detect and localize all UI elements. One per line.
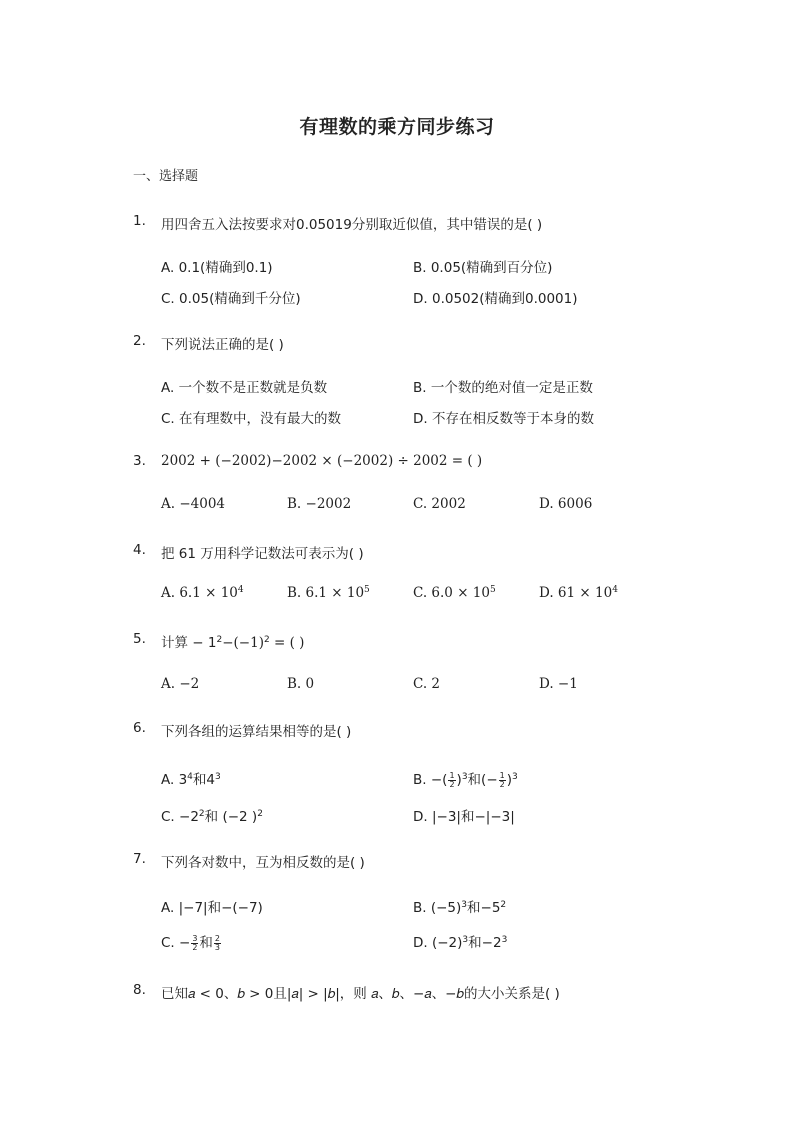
option-d: D. 6006 xyxy=(539,496,593,512)
section-heading: 一、选择题 xyxy=(133,169,199,184)
question-number: 8. xyxy=(133,982,146,998)
question-number: 4. xyxy=(133,542,146,558)
option-b: B. 0.05(精确到百分位) xyxy=(413,260,553,276)
option-b: B. −( $\frac{1}{2}$ )$^3$和(− $\frac{1}{2}$ )$^3$ xyxy=(413,770,518,789)
option-c: C. 2 xyxy=(413,676,441,692)
option-c: C. $-2^2$和 (−2 )$^2$ xyxy=(161,809,263,825)
question-text: 2002 + (−2002)−2002 × (−2002) ÷ 2002 = ( ) xyxy=(161,453,483,469)
option-c: C. $6.0 \times 10^5$ xyxy=(413,585,496,601)
option-a: A. −4004 xyxy=(161,496,225,512)
question-number: 1. xyxy=(133,213,146,229)
question-number: 7. xyxy=(133,851,146,867)
option-a: A. 0.1(精确到0.1) xyxy=(161,260,273,276)
question-text: 下列各对数中，互为相反数的是( ) xyxy=(161,855,365,871)
question-number: 3. xyxy=(133,453,146,469)
option-d: D. 不存在相反数等于本身的数 xyxy=(413,411,594,427)
option-d: D. −1 xyxy=(539,676,578,692)
option-a: A. $3^4$和$4^3$ xyxy=(161,772,221,788)
option-a: A. $6.1 \times 10^4$ xyxy=(161,585,244,601)
option-b: B. −2002 xyxy=(287,496,352,512)
question-text: 下列说法正确的是( ) xyxy=(161,337,284,353)
question-text: 用四舍五入法按要求对0.05019分别取近似值，其中错误的是( ) xyxy=(161,217,543,233)
question-number: 5. xyxy=(133,631,146,647)
option-d: D. $(-2)^3$和$-2^3$ xyxy=(413,935,508,951)
question-text: 已知𝑎 < 0、𝑏 > 0且|𝑎| > |𝑏|，则 𝑎、𝑏、−𝑎、−𝑏的大小关系是( ) xyxy=(161,986,560,1002)
option-c: C. 0.05(精确到千分位) xyxy=(161,291,301,307)
option-c: C. 2002 xyxy=(413,496,466,512)
option-b: B. 一个数的绝对值一定是正数 xyxy=(413,380,593,396)
question-number: 6. xyxy=(133,720,146,736)
question-text: 下列各组的运算结果相等的是( ) xyxy=(161,724,352,740)
question-number: 2. xyxy=(133,333,146,349)
question-text: 计算 − $1^2-(-1)^2$ = ( ) xyxy=(161,635,305,651)
option-c: C. − $\frac{3}{2}$ 和 $\frac{2}{3}$ xyxy=(161,933,221,952)
option-b: B. 0 xyxy=(287,676,315,692)
option-a: A. −2 xyxy=(161,676,200,692)
option-b: B. $6.1 \times 10^5$ xyxy=(287,585,370,601)
option-a: A. 一个数不是正数就是负数 xyxy=(161,380,328,396)
page-title: 有理数的乘方同步练习 xyxy=(299,116,495,138)
option-b: B. $(-5)^3$和$-5^2$ xyxy=(413,900,507,916)
option-c: C. 在有理数中，没有最大的数 xyxy=(161,411,342,427)
option-d: D. |−3|和−|−3| xyxy=(413,809,515,825)
question-text: 把 61 万用科学记数法可表示为( ) xyxy=(161,546,364,562)
option-d: D. $61 \times 10^4$ xyxy=(539,585,618,601)
option-a: A. |−7|和−(−7) xyxy=(161,900,263,916)
option-d: D. 0.0502(精确到0.0001) xyxy=(413,291,578,307)
